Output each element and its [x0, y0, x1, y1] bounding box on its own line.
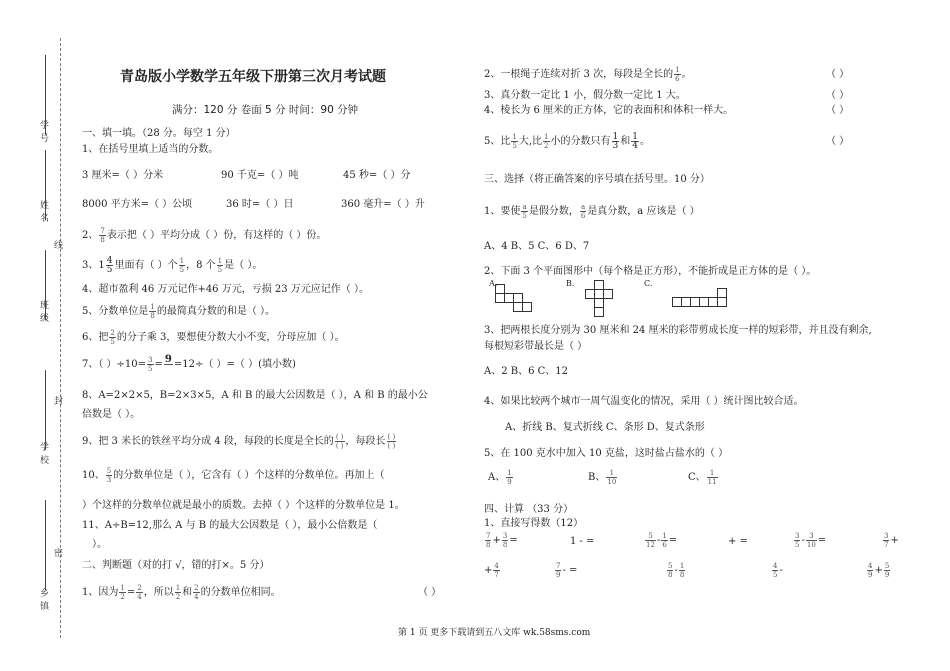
s3-q2-label-a: A. — [489, 279, 498, 288]
margin-label-xingming: 姓 名 — [40, 201, 50, 224]
margin-label-xiangzhen: 乡 镇 — [40, 589, 50, 612]
calc-6: $\frac{3}{7}$ + — [884, 532, 899, 549]
calc-5: $\frac{3}{5}$ - $\frac{3}{10}$ = — [795, 532, 827, 549]
section1-heading: 一、填一填。（28 分。每空 1 分） — [82, 128, 236, 139]
s2-q2-answer-paren: （ ） — [826, 69, 850, 80]
s2-q4: 4、棱长为 6 厘米的正方体，它的表面积和体积一样大。 — [484, 105, 734, 116]
s3-q4: 4、如果比较两个城市一周气温变化的情况，采用（ ）统计图比较合适。 — [484, 396, 804, 407]
s2-q3-answer-paren: （ ） — [826, 90, 850, 101]
margin-underline — [45, 370, 46, 450]
s1-q1-row1-c: 45 秒=（ ）分 — [343, 170, 411, 181]
s4-sub1: 1、直接写得数（12） — [484, 518, 584, 529]
margin-underline — [45, 500, 46, 590]
s1-q1-row1-b: 90 千克=（ ）吨 — [221, 170, 299, 181]
s3-q1: 1、要使 $\frac{a}{5}$ 是假分数， $\frac{a}{6}$ 是真分数，a 应该是（ ） — [484, 203, 700, 220]
section2-heading: 二、判断题（对的打 √，错的打×。5 分） — [82, 560, 270, 571]
page-title: 青岛版小学数学五年级下册第三次月考试题 — [120, 69, 386, 85]
calc-9: $\frac{5}{8}$ - $\frac{1}{8}$ — [668, 562, 685, 579]
calc-8: $\frac{7}{9}$ - = — [556, 562, 578, 579]
s1-q10-line1: 10、 $\frac{5}{3}$ 的分数单位是（ ），它含有（ ）个这样的分数单位。再加上（ — [82, 467, 385, 484]
s2-q1: 1、因为 $\frac{1}{2}$ = $\frac{2}{4}$ ，所以 $\frac{1}{2}$ 和 $\frac{2}{4}$ 的分数单位相同。 — [82, 584, 281, 601]
s3-q4-options: A、折线 B、复式折线 C、条形 D、复式条形 — [505, 422, 705, 433]
s1-q8-line1: 8、A=2×2×5，B=2×3×5，A 和 B 的最大公因数是（ ），A 和 B 的最小公 — [82, 390, 428, 401]
s1-q5: 5、分数单位是 $\frac{1}{8}$ 的最简真分数的和是（ ）。 — [82, 303, 276, 320]
s3-q3-line1: 3、把两根长度分别为 30 厘米和 24 厘米的彩带剪成长度一样的短彩带，并且没有剩余, — [484, 325, 872, 336]
s1-q7: 7、（ ）÷10= $\frac{3}{5}$ = 9 =12÷（ ）=（ ）(填小数) — [82, 354, 296, 373]
s1-q1: 1、在括号里填上适当的分数。 — [82, 144, 219, 155]
s2-q1-answer-paren: （ ） — [418, 587, 442, 598]
s2-q5: 5、比 $\frac{1}{5}$ 大,比 $\frac{1}{2}$ 小的分数只有 $\frac{1}{3}$ 和 $\frac{1}{4}$ 。 — [484, 132, 650, 151]
s1-q4: 4、超市盈利 46 万元记作+46 万元，亏损 23 万元应记作（ ）。 — [82, 284, 369, 295]
s3-q2-label-b: B. — [566, 279, 575, 288]
calc-2: 1 - = — [570, 536, 595, 547]
s2-q5-answer-paren: （ ） — [826, 136, 850, 147]
s1-q1-row1-a: 3 厘米=（ ）分米 — [82, 170, 164, 181]
s1-q11-line1: 11、A÷B=12,那么 A 与 B 的最大公因数是（ ），最小公倍数是（ — [82, 520, 378, 531]
margin-label-xuexiao: 学 校 — [40, 443, 50, 466]
margin-label-feng: 封 — [54, 397, 64, 407]
page-footer: 第 1 页 更多下载请到五八文库 wk.58sms.com — [398, 628, 591, 638]
margin-label-xian: 线 — [54, 241, 64, 251]
s3-q1-options: A、4 B、5 C、6 D、7 — [484, 241, 590, 252]
calc-7: + $\frac{4}{7}$ — [484, 562, 499, 579]
s1-q11-line2: ）。 — [92, 539, 107, 550]
s2-q3: 3、真分数一定比 1 小，假分数一定比 1 大。 — [484, 90, 686, 101]
margin-label-xuehao: 学 号 — [40, 121, 50, 144]
s3-q2: 2、下面 3 个平面图形中（每个格是正方形），不能折成是正方体的是（ ）。 — [484, 266, 817, 277]
s1-q2: 2、 $\frac{7}{8}$ 表示把（ ）平均分成（ ）份，有这样的（ ）份。 — [82, 227, 327, 244]
calc-11: $\frac{4}{9}$ + $\frac{5}{9}$ — [868, 562, 890, 579]
s3-q2-label-c: C. — [644, 279, 653, 288]
margin-label-banji: 班 级 — [40, 301, 50, 324]
s3-q5-option-c: C、 $\frac{1}{11}$ — [688, 469, 717, 486]
s1-q1-row2-c: 360 毫升=（ ）升 — [341, 199, 425, 210]
section4-heading: 四、计算 （33 分） — [484, 504, 574, 515]
s1-q1-row2-b: 36 时=（ ）日 — [226, 199, 294, 210]
fraction-7-8: $\frac{7}{8}$ — [100, 227, 105, 244]
calc-3: $\frac{5}{12}$ - $\frac{1}{6}$ = — [646, 532, 678, 549]
s3-q3-line2: 每根短彩带最长是（ ） — [484, 341, 588, 352]
s1-q10-line2: ）个这样的分数单位就是最小的质数。去掉（ ）个这样的分数单位是 1。 — [82, 500, 405, 511]
s1-q9: 9、把 3 米长的铁丝平均分成 4 段，每段的长度是全长的 $\frac{( )}{( )}$ ，每段长 $\frac{( )}{( )}$ — [82, 433, 396, 450]
s3-q5: 5、在 100 克水中加入 10 克盐，这时盐占盐水的（ ） — [484, 448, 729, 459]
s1-q8-line2: 倍数是（ ）。 — [82, 409, 141, 420]
s3-q5-option-a: A、 $\frac{1}{9}$ — [488, 469, 512, 486]
calc-10: $\frac{4}{5}$ - — [773, 562, 783, 579]
s1-q3: 3、1 $\frac{4}{5}$ 里面有（ ）个 $\frac{1}{5}$ ，8 个 $\frac{1}{5}$ 是（ ）。 — [82, 256, 263, 275]
s2-q2: 2、一根绳子连续对折 3 次，每段是全长的 $\frac{1}{6}$ 。 — [484, 66, 692, 83]
calc-4: + = — [728, 536, 748, 547]
s3-q3-options: A、2 B、6 C、12 — [484, 366, 569, 377]
section3-heading: 三、选择（将正确答案的序号填在括号里。10 分） — [484, 174, 710, 185]
s2-q4-answer-paren: （ ） — [826, 105, 850, 116]
margin-label-mi: 密 — [54, 549, 64, 559]
calc-1: $\frac{7}{8}$ + $\frac{3}{8}$ = — [486, 532, 518, 549]
s1-q6: 6、把 $\frac{2}{5}$ 的分子乘 3，要想使分数大小不变，分母应加（ ）。 — [82, 329, 345, 346]
s1-q1-row2-a: 8000 平方米=（ ）公顷 — [82, 199, 193, 210]
exam-info: 满分：120 分 卷面 5 分 时间：90 分钟 — [172, 104, 359, 116]
s3-q5-option-b: B、 $\frac{1}{10}$ — [588, 469, 617, 486]
